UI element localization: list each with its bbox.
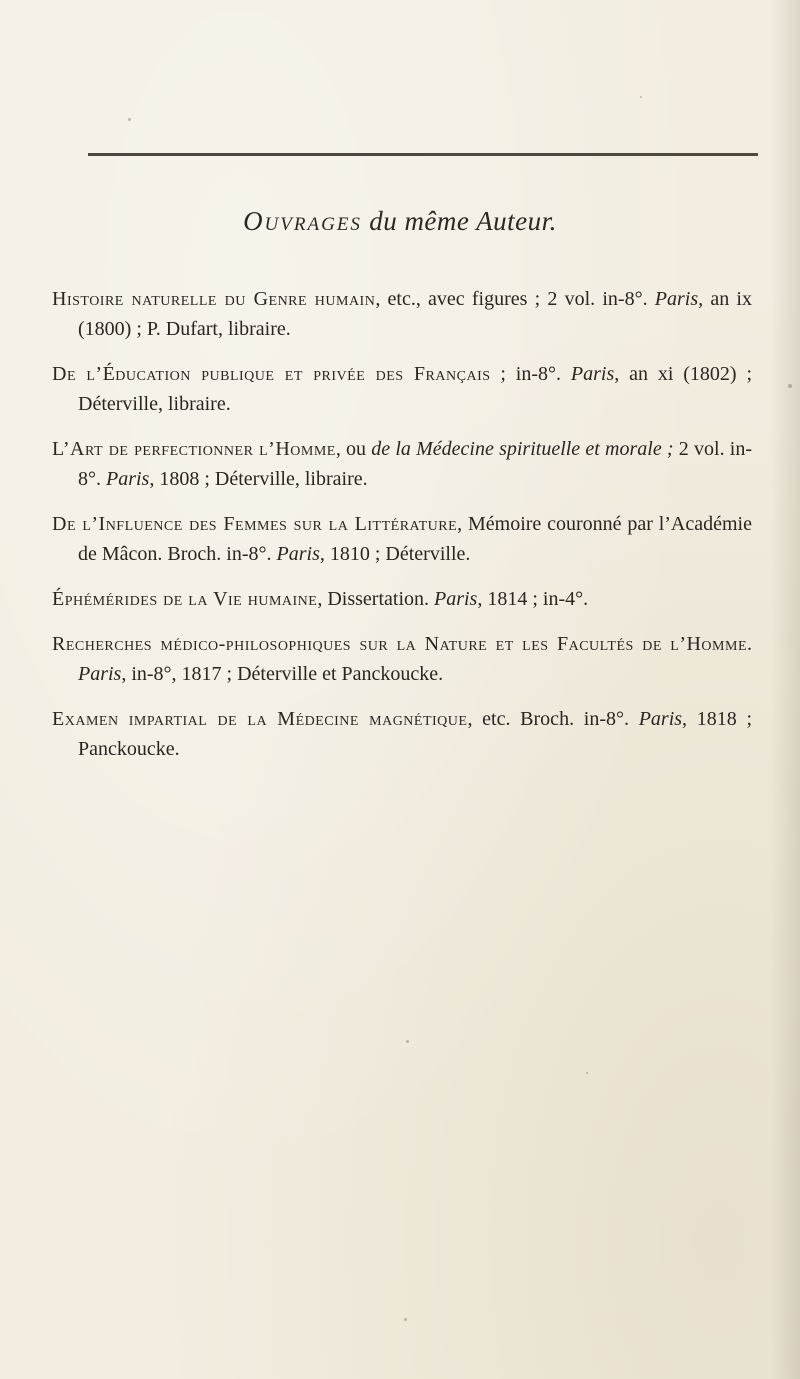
paper-speck bbox=[406, 1040, 409, 1043]
work-subtitle: de la Médecine spirituelle et morale ; bbox=[371, 438, 674, 460]
work-publisher: , 1818 ; Panckoucke. bbox=[78, 708, 752, 760]
work-place: Paris bbox=[434, 588, 478, 610]
work-place: Paris bbox=[654, 288, 699, 310]
work-details: , Mémoire couronné par l’Académie de Mâcon. Broch. in-8°. bbox=[78, 513, 752, 565]
work-entry-1 bbox=[52, 284, 752, 344]
paper-speck bbox=[586, 1072, 588, 1074]
work-title: Éphémérides de la Vie humaine bbox=[52, 588, 318, 610]
work-entry-5 bbox=[52, 584, 752, 614]
work-entry-7 bbox=[52, 704, 752, 764]
work-title: Histoire naturelle du Genre humain bbox=[52, 288, 376, 310]
works-list bbox=[52, 284, 752, 779]
work-details: 2 vol. in-8°. bbox=[78, 438, 753, 490]
work-entry-2 bbox=[52, 359, 752, 419]
work-place: Paris bbox=[570, 363, 615, 385]
paper-speck bbox=[128, 118, 131, 121]
heading-rest: du même Auteur. bbox=[361, 206, 557, 236]
work-place: Paris bbox=[276, 543, 320, 565]
work-details: ; in-8°. bbox=[490, 363, 571, 385]
work-place: Paris bbox=[106, 468, 150, 490]
heading-lead: Ouvrages bbox=[243, 206, 362, 236]
work-title: De l’Éducation publique et privée des Français bbox=[52, 363, 491, 385]
work-entry-3 bbox=[52, 434, 752, 494]
work-place: Paris bbox=[78, 663, 122, 685]
header-rule bbox=[88, 153, 758, 156]
work-details: , Dissertation. bbox=[317, 588, 434, 610]
work-publisher: , 1814 ; in-4°. bbox=[477, 588, 589, 610]
work-title: De l’Influence des Femmes sur la Littérature bbox=[52, 513, 458, 535]
work-title: Recherches médico-philosophiques sur la Nature et les Facultés de l’Homme bbox=[52, 633, 747, 655]
work-details: , ou bbox=[335, 438, 372, 460]
work-publisher: , an xi (1802) ; Déterville, libraire. bbox=[78, 363, 753, 415]
page-heading bbox=[0, 206, 800, 237]
work-details: , etc. Broch. in-8°. bbox=[467, 708, 639, 730]
work-title: Examen impartial de la Médecine magnétique bbox=[52, 708, 468, 730]
work-publisher: , in-8°, 1817 ; Déterville et Panckoucke. bbox=[121, 663, 444, 685]
work-publisher: , 1808 ; Déterville, libraire. bbox=[149, 468, 368, 490]
work-title: L’Art de perfectionner l’Homme bbox=[52, 438, 336, 460]
paper-speck bbox=[788, 384, 792, 388]
work-details: , etc., avec figures ; 2 vol. in-8°. bbox=[375, 288, 655, 310]
work-place: Paris bbox=[638, 708, 683, 730]
paper-speck bbox=[404, 1318, 407, 1321]
work-details: . bbox=[747, 633, 752, 655]
work-publisher: , an ix (1800) ; P. Dufart, libraire. bbox=[78, 288, 752, 340]
work-entry-4 bbox=[52, 509, 752, 569]
work-entry-6 bbox=[52, 629, 752, 689]
paper-speck bbox=[640, 96, 642, 98]
work-publisher: , 1810 ; Déterville. bbox=[319, 543, 471, 565]
